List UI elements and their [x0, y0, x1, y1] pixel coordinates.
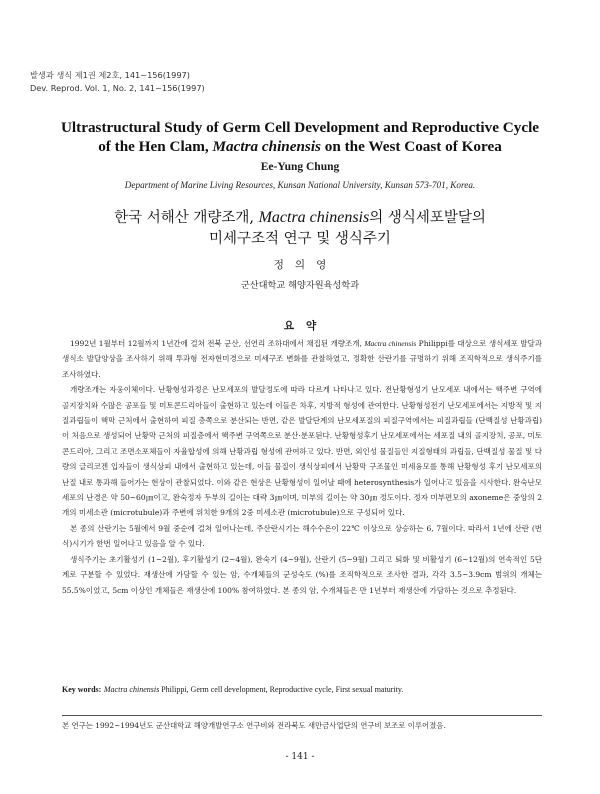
author-english: Ee-Yung Chung — [260, 161, 340, 173]
affiliation-korean: 군산대학교 해양자원육성학과 — [240, 280, 360, 291]
title-korean-line1 — [40, 207, 560, 229]
keywords — [62, 683, 542, 697]
title-english — [40, 118, 560, 156]
abstract-paragraph-2: 개량조개는 자웅이체이다. 난황형성과정은 난모세포의 발달정도에 따라 다르게 나타나고 있다. 전난황형성기 난모세포 내에서는 핵주변 구역에 골지장치와 수많은 공포들 및 미토콘드리아들이 출현하고 있는데 이들은 차후, 지방적 형성에 관여한다. 난황형성전기 난모세포에서는 지방적 및 지질과립들이 핵막 근처에서 출현하여 피질 층쪽으로 분산되는 반면, 같은 발달단계의 난모세포질의 피질구역에서는 피질과립들 (단백질성 난황과립)이 처음으로 생성되어 난황막 근처의 피질층에서 핵주변 구역쪽으로 분산·분포된다. 난황형성후기 난모세포에서는 세포질 내의 골지장치, 공포, 미토콘드리아, 그리고 조면소포체들이 자율합성에 의해 난황과립 형성에 관여하고 있다. 반면, 외인성 물질들인 지질형태의 과립들, 단백질성 물질 및 다량의 글리코겐 입자들이 생식상피 내에서 출현하고 있는데, 이들 물질이 생식상피에서 난황막 구조물인 미세융모를 통해 난황형성 후기 난모세포의 난질 내로 통과해 들어가는 현상이 관찰되었다. 이와 같은 현상은 난황형성이 일어날 때에 heterosynthesis가 일어나고 있음을 시사한다. 완숙난모세포의 난경은 약 50~60㎛이고, 완숙정자 두부의 길이는 대략 3㎛이며, 미부의 길이는 약 30㎛ 정도이다. 정자 미부편모의 axoneme은 중앙의 2개의 미세소관 (microtubule)과 주변에 위치한 9개의 2중 미세소관 (microtubule)으로 구성되어 있다. — [62, 385, 542, 518]
title-korean — [40, 207, 560, 250]
abstract-p1-part-b: Philippi를 대상으로 생식세포 발달과 생식소 발달양상을 조사하기 위해 투과형 전자현미경으로 미세구조 변화를 관찰하였고, 정확한 산란기를 규명하기 위해 조직학적으로 생식주기를 조사하였다. — [62, 339, 542, 379]
title-english-line1: Ultrastructural Study of Germ Cell Development and Reproductive Cycle — [60, 119, 540, 136]
journal-citation-en: Dev. Reprod. Vol. 1, No. 2, 141~156(1997) — [30, 83, 205, 93]
abstract-p1-part-a: 1992년 1월부터 12월까지 1년간에 걸쳐 전북 군산, 선연리 조하대에서 채집된 개량조개, — [70, 339, 365, 348]
footnote-divider — [62, 715, 542, 716]
abstract-p1-species: Mactra chinensis — [364, 339, 417, 348]
title-korean-line1-post: 의 생식세포발달의 — [369, 210, 486, 226]
footnote: 본 연구는 1992~1994년도 군산대학교 해양개발연구소 연구비와 전라북도 새만금사업단의 연구비 보조로 이루어졌음. — [62, 721, 446, 730]
title-english-line2 — [40, 137, 560, 156]
title-english-line2-post: on the West Coast of Korea — [320, 138, 502, 155]
abstract-paragraph-4: 생식주기는 초기활성기 (1~2월), 후기활성기 (2~4월), 완숙기 (4~9월), 산란기 (5~9월) 그리고 퇴화 및 비활성기 (6~12월)의 연속적인 5단계로 구분할 수 있었다. 재생산에 가담할 수 있는 암, 수개체들의 군성숙도 (%)를 조직학적으로 조사한 결과, 각각 3.5~3.9cm 범위의 개체는 55.5%이었고, 5cm 이상인 개체들은 재생산에 100% 참여하였다. 본 종의 암, 수개체들은 만 1년부터 재생산에 가담하는 것으로 추정된다. — [62, 554, 542, 595]
page-number: - 141 - — [285, 752, 315, 762]
abstract-paragraph-3: 본 종의 산란기는 5월에서 9월 중순에 걸쳐 일어나는데, 주산란시기는 해수수온이 22℃ 이상으로 상승하는 6, 7월이다. 따라서 1년에 산란 (번식)시기가 한번 일어나고 있음을 알 수 있다. — [62, 523, 542, 549]
title-korean-species: Mactra chinensis — [258, 209, 370, 226]
keywords-list: Philippi, Germ cell development, Reproductive cycle, First sexual maturity. — [159, 685, 404, 694]
title-korean-line1-pre: 한국 서해산 개량조개, — [114, 210, 259, 226]
title-english-species: Mactra chinensis — [212, 138, 321, 155]
keywords-label: Key words: — [62, 685, 102, 694]
abstract-body — [62, 336, 542, 598]
affiliation-english: Department of Marine Living Resources, Kunsan National University, Kunsan 573-701, Korea. — [124, 180, 476, 190]
title-korean-line2: 미세구조적 연구 및 생식주기 — [209, 231, 391, 247]
abstract-paragraph-1 — [62, 336, 542, 382]
title-english-line2-pre: of the Hen Clam, — [98, 138, 213, 155]
journal-citation-ko: 발생과 생식 제1권 제2호, 141~156(1997) — [30, 70, 190, 80]
abstract-heading: 요약 — [283, 320, 329, 332]
author-korean: 정의영 — [273, 259, 338, 271]
keywords-species: Mactra chinensis — [103, 685, 160, 694]
